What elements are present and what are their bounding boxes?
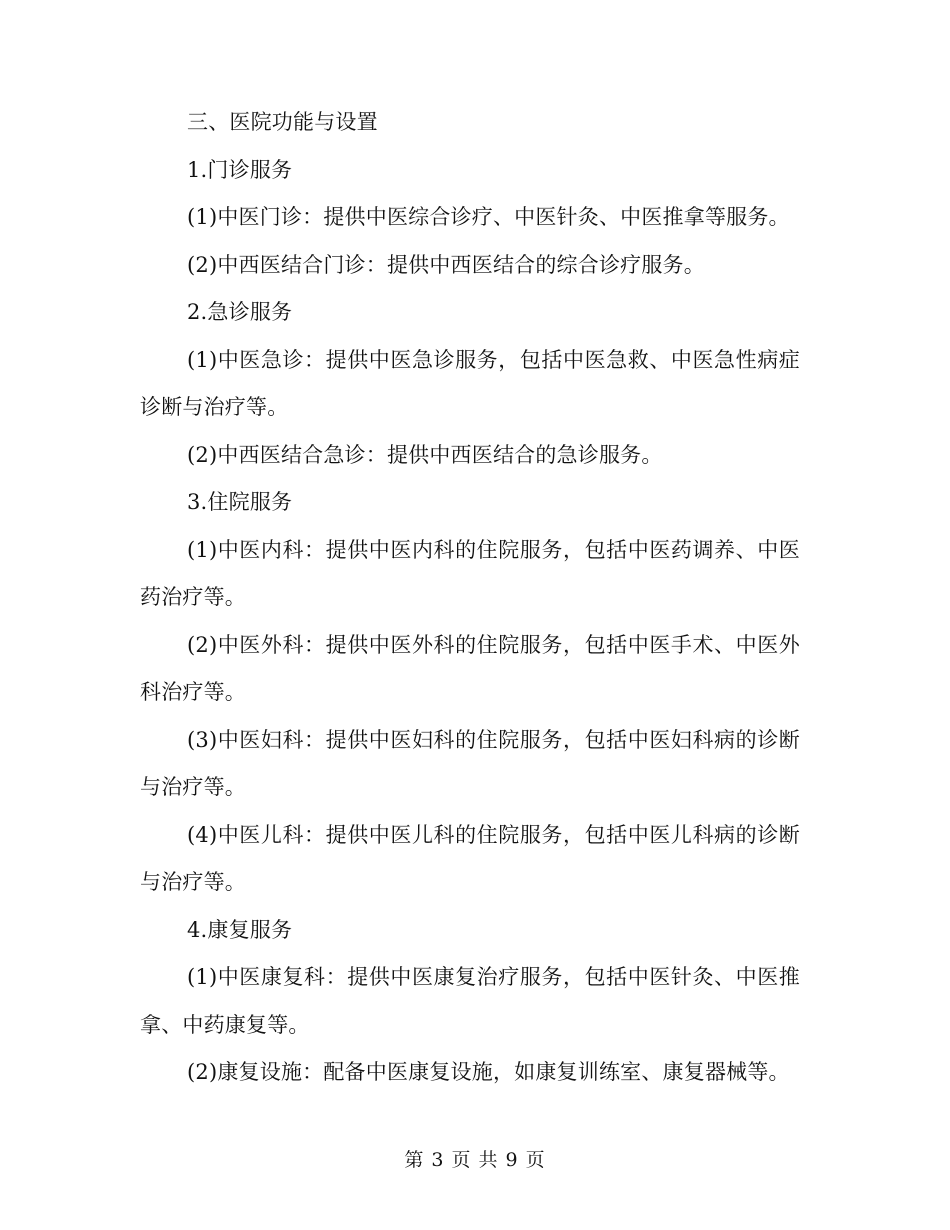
list-item: (2)中西医结合门诊：提供中西医结合的综合诊疗服务。 bbox=[187, 252, 705, 277]
list-item: (3)中医妇科：提供中医妇科的住院服务，包括中医妇科病的诊断与治疗等。 bbox=[140, 727, 800, 799]
section-heading: 三、医院功能与设置 bbox=[187, 110, 378, 134]
list-item: (2)中医外科：提供中医外科的住院服务，包括中医手术、中医外科治疗等。 bbox=[140, 632, 800, 704]
subsection-heading: 2.急诊服务 bbox=[187, 300, 293, 324]
subsection-heading: 4.康复服务 bbox=[187, 917, 293, 942]
list-item: (1)中医内科：提供中医内科的住院服务，包括中医药调养、中医药治疗等。 bbox=[140, 537, 800, 609]
document-body bbox=[140, 99, 800, 1097]
page-number-footer: 第 3 页 共 9 页 bbox=[404, 1149, 546, 1171]
list-item: (1)中医康复科：提供中医康复治疗服务，包括中医针灸、中医推拿、中药康复等。 bbox=[140, 965, 800, 1037]
list-item: (2)中西医结合急诊：提供中西医结合的急诊服务。 bbox=[187, 442, 663, 467]
list-item: (4)中医儿科：提供中医儿科的住院服务，包括中医儿科病的诊断与治疗等。 bbox=[140, 822, 800, 894]
subsection-heading: 3.住院服务 bbox=[187, 490, 293, 514]
subsection-heading: 1.门诊服务 bbox=[187, 157, 293, 182]
list-item: (2)康复设施：配备中医康复设施，如康复训练室、康复器械等。 bbox=[187, 1060, 790, 1084]
list-item: (1)中医门诊：提供中医综合诊疗、中医针灸、中医推拿等服务。 bbox=[187, 205, 790, 229]
list-item: (1)中医急诊：提供中医急诊服务，包括中医急救、中医急性病症诊断与治疗等。 bbox=[140, 347, 800, 419]
